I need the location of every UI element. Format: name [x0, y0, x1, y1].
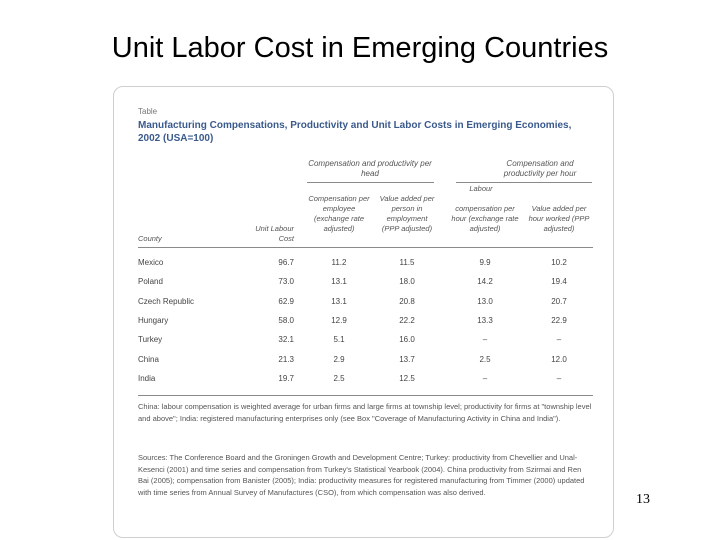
value-cell: 2.9 [333, 354, 345, 364]
table-note: China: labour compensation is weighted average for urban firms and large firms at township level; productivity for firms at "township level and above"; India: registered manufacturing enterprises only (see Box "Coverage of Manufacturing Activity in China and India"). [138, 402, 592, 423]
value-cell: 58.0 [278, 315, 294, 325]
value-cell: 62.9 [278, 296, 294, 306]
value-cell: 96.7 [278, 258, 294, 267]
table-title: Manufacturing Compensations, Productivity and Unit Labor Costs in Emerging Economies, 2002 (USA=100) [138, 120, 572, 144]
value-cell: 13.1 [331, 277, 347, 287]
column-header: Compensation per employee (exchange rate adjusted) [308, 194, 370, 233]
value-cell: 11.5 [399, 258, 415, 267]
value-cell: 13.1 [331, 296, 347, 306]
column-header: Value added per person in employment (PPP adjusted) [379, 194, 435, 233]
country-cell: Hungary [138, 315, 169, 325]
value-cell: 10.2 [551, 258, 567, 267]
country-cell: Turkey [138, 335, 163, 345]
value-cell: 12.0 [551, 354, 567, 364]
value-cell: 19.4 [551, 277, 567, 287]
country-cell: Poland [138, 277, 163, 287]
column-header: Unit Labour Cost [255, 224, 294, 243]
country-cell: China [138, 354, 159, 364]
value-cell: – [556, 373, 562, 383]
group-header-per-head: Compensation and productivity per head [308, 159, 432, 178]
value-cell: 5.1 [333, 335, 345, 345]
country-cell: Mexico [138, 258, 164, 267]
value-cell: 12.9 [331, 315, 347, 325]
value-cell: 14.2 [477, 277, 493, 287]
value-cell: 9.9 [479, 258, 491, 267]
table-sources: Sources: The Conference Board and the Groningen Growth and Development Centre; Turkey: productivity from Chevellier and Unal-Kesenci (2001) and time series and compensation from Turkey's Statistical Yearbook (2004). China productivity from Szirmai and Ren Bai (2005); compensation from Banister (2005); India: productivity measures for registered manufacturing from Timmer (2000) updated with time series from Annual Survey of Manufactures (CSO), from which compensation was also derived. [138, 453, 585, 497]
table-bottom-rule [138, 395, 593, 396]
value-cell: – [556, 335, 562, 345]
group-rule [307, 182, 434, 183]
value-cell: 11.2 [331, 258, 347, 267]
column-header: County [138, 234, 162, 243]
value-cell: 2.5 [479, 354, 491, 364]
value-cell: 18.0 [399, 277, 415, 287]
slide-title: Unit Labor Cost in Emerging Countries [111, 32, 609, 64]
value-cell: 13.3 [477, 315, 493, 325]
value-cell: 20.8 [399, 296, 415, 306]
value-cell: 20.7 [551, 296, 567, 306]
value-cell: 12.5 [399, 373, 415, 383]
value-cell: 13.0 [477, 296, 493, 306]
country-cell: India [138, 373, 156, 383]
column-header: compensation per hour (exchange rate adjusted) [451, 204, 519, 233]
table-panel [113, 86, 614, 538]
value-cell: 2.5 [333, 373, 345, 383]
page-number: 13 [636, 492, 650, 507]
value-cell: 19.7 [278, 373, 294, 383]
value-cell: 73.0 [278, 277, 294, 287]
value-cell: 21.3 [278, 354, 294, 364]
header-rule [138, 247, 593, 248]
country-cell: Czech Republic [138, 296, 195, 306]
value-cell: – [482, 335, 488, 345]
value-cell: – [482, 373, 488, 383]
group-rule [456, 182, 592, 183]
group-header-per-hour: Compensation and productivity per hour [503, 159, 577, 178]
header-labour: Labour [469, 184, 493, 193]
value-cell: 22.9 [551, 315, 567, 325]
value-cell: 22.2 [399, 315, 415, 325]
column-header: Value added per hour worked (PPP adjusted) [528, 204, 590, 233]
value-cell: 16.0 [399, 335, 415, 345]
value-cell: 13.7 [399, 354, 415, 364]
value-cell: 32.1 [278, 335, 294, 345]
table-label: Table [138, 107, 158, 116]
